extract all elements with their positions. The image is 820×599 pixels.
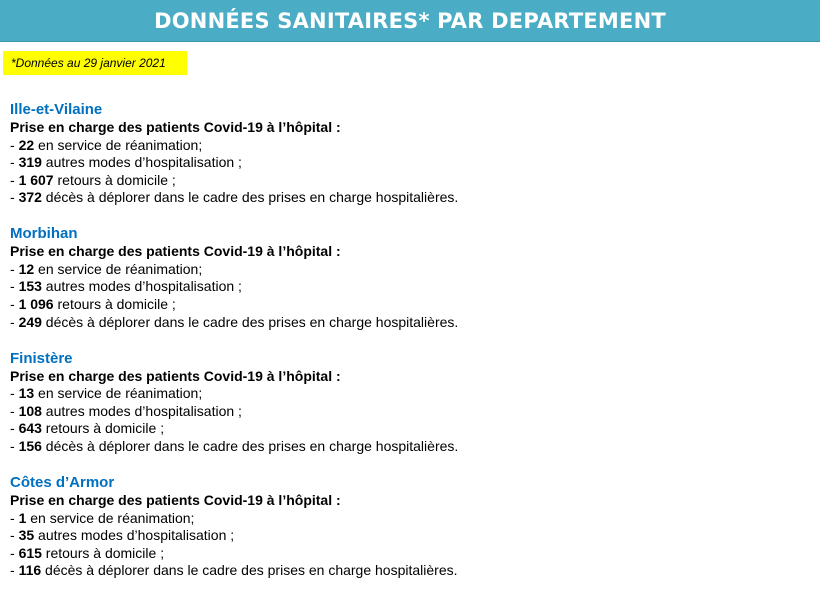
stat-item — [10, 510, 810, 528]
stat-item — [10, 314, 810, 332]
item-prefix: - — [10, 154, 19, 171]
stat-value: 615 — [18, 544, 42, 561]
stat-value: 12 — [18, 260, 35, 277]
department-section — [10, 225, 810, 331]
department-section — [10, 101, 810, 207]
stat-item — [10, 420, 810, 438]
item-prefix: - — [10, 509, 19, 526]
stat-item — [10, 403, 810, 421]
item-prefix: - — [10, 189, 19, 206]
item-prefix: - — [10, 527, 19, 544]
stat-value: 1 607 — [18, 171, 54, 188]
stat-item — [10, 278, 810, 296]
stat-value: 372 — [18, 189, 42, 206]
stat-item — [10, 438, 810, 456]
stat-value: 1 — [18, 509, 27, 526]
stat-value: 108 — [18, 402, 42, 419]
stat-value: 156 — [18, 438, 42, 455]
stat-item — [10, 154, 810, 172]
stat-item — [10, 137, 810, 155]
item-prefix: - — [10, 278, 19, 295]
item-prefix: - — [10, 385, 19, 402]
stat-item — [10, 385, 810, 403]
item-prefix: - — [10, 544, 19, 561]
header-banner — [0, 0, 820, 42]
department-section — [10, 350, 810, 456]
stat-label: en service de réanimation; — [34, 136, 203, 153]
department-name: Côtes d’Armor — [10, 474, 115, 492]
stat-label: autres modes d’hospitalisation ; — [34, 527, 235, 544]
department-name: Morbihan — [10, 225, 78, 243]
date-note-text: *Données au 29 janvier 2021 — [11, 56, 166, 70]
stat-item — [10, 189, 810, 207]
stat-value: 22 — [18, 136, 35, 153]
stat-label: retours à domicile ; — [41, 544, 165, 561]
page-title: DONNÉES SANITAIRES* PAR DEPARTEMENT — [154, 8, 666, 33]
stat-item — [10, 545, 810, 563]
stat-item — [10, 527, 810, 545]
stat-value: 643 — [18, 420, 42, 437]
stat-item — [10, 562, 810, 580]
stat-label: retours à domicile ; — [53, 296, 176, 313]
stat-value: 35 — [18, 527, 35, 544]
stat-item — [10, 261, 810, 279]
stat-label: retours à domicile ; — [53, 171, 176, 188]
stat-label: autres modes d’hospitalisation ; — [41, 278, 242, 295]
department-section — [10, 474, 810, 580]
stat-item — [10, 172, 810, 190]
department-name: Finistère — [10, 349, 73, 367]
stat-label: en service de réanimation; — [34, 260, 203, 277]
stat-label: autres modes d’hospitalisation ; — [41, 402, 242, 419]
stat-label: retours à domicile ; — [41, 420, 165, 437]
stat-label: en service de réanimation; — [26, 509, 195, 526]
department-name: Ille-et-Vilaine — [10, 101, 103, 118]
stat-label: décès à déplorer dans le cadre des prises en charge hospitalières. — [41, 313, 459, 330]
stat-value: 153 — [18, 278, 42, 295]
stat-label: autres modes d’hospitalisation ; — [41, 154, 242, 171]
department-subtitle: Prise en charge des patients Covid-19 à l’hôpital : — [10, 243, 341, 260]
department-subtitle: Prise en charge des patients Covid-19 à l’hôpital : — [10, 492, 341, 509]
item-prefix: - — [10, 260, 19, 277]
item-prefix: - — [10, 438, 19, 455]
stat-label: décès à déplorer dans le cadre des prises en charge hospitalières. — [41, 189, 459, 206]
item-prefix: - — [10, 420, 19, 437]
item-prefix: - — [10, 296, 19, 313]
stat-value: 116 — [18, 562, 42, 579]
stat-item — [10, 296, 810, 314]
item-prefix: - — [10, 402, 19, 419]
item-prefix: - — [10, 313, 19, 330]
date-note — [3, 51, 187, 75]
department-subtitle: Prise en charge des patients Covid-19 à l’hôpital : — [10, 119, 341, 135]
item-prefix: - — [10, 136, 19, 153]
departments-list — [10, 101, 810, 599]
stat-value: 319 — [18, 154, 42, 171]
stat-label: décès à déplorer dans le cadre des prises en charge hospitalières. — [41, 438, 459, 455]
department-subtitle: Prise en charge des patients Covid-19 à l’hôpital : — [10, 367, 341, 384]
stat-value: 13 — [18, 385, 35, 402]
item-prefix: - — [10, 171, 19, 188]
stat-value: 249 — [18, 313, 42, 330]
stat-label: décès à déplorer dans le cadre des prises en charge hospitalières. — [41, 562, 458, 579]
stat-label: en service de réanimation; — [34, 385, 203, 402]
stat-value: 1 096 — [18, 296, 54, 313]
item-prefix: - — [10, 562, 19, 579]
